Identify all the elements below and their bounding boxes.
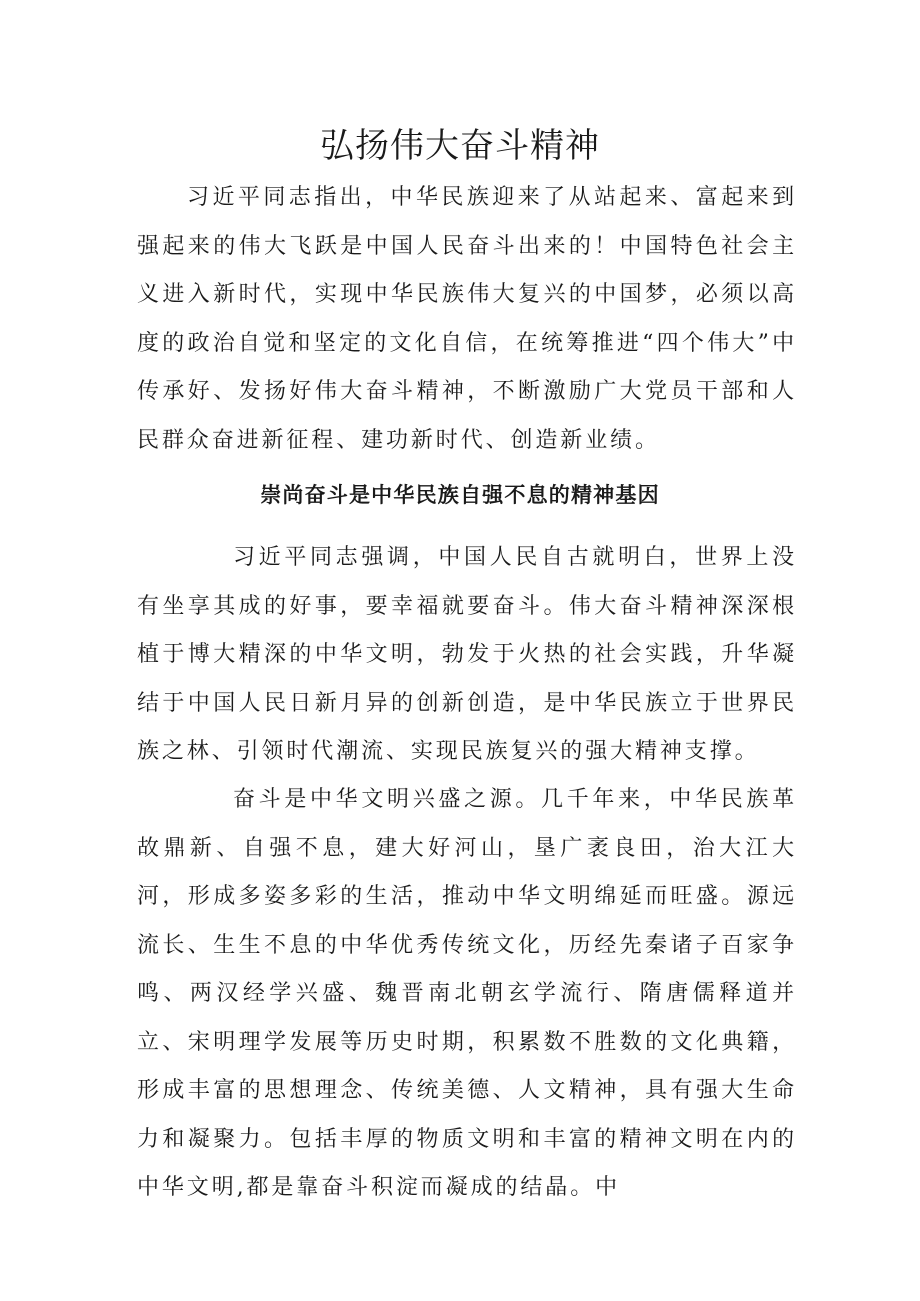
paragraph-section-1: 习近平同志强调，中国人民自古就明白，世界上没有坐享其成的好事，要幸福就要奋斗。伟大奋斗精神深深根植于博大精深的中华文明，勃发于火热的社会实践，升华凝结于中国人民日新月异的创新创造，是中华民族立于世界民族之林、引领时代潮流、实现民族复兴的强大精神支撑。 [137,545,797,764]
paragraph-section-2: 奋斗是中华文明兴盛之源。几千年来，中华民族革故鼎新、自强不息，建大好河山，垦广袤良田，治大江大河，形成多姿多彩的生活，推动中华文明绵延而旺盛。源远流长、生生不息的中华优秀传统文化，历经先秦诸子百家争鸣、两汉经学兴盛、魏晋南北朝玄学流行、隋唐儒释道并立、宋明理学发展等历史时期，积累数不胜数的文化典籍，形成丰富的思想理念、传统美德、人文精神，具有强大生命力和凝聚力。包括丰厚的物质文明和丰富的精神文明在内的中华文明,都是靠奋斗积淀而凝成的结晶。中 [137,787,797,1200]
document-title: 弘扬伟大奋斗精神 [320,126,600,166]
section-heading: 崇尚奋斗是中华民族自强不息的精神基因 [260,483,660,507]
paragraph-intro: 习近平同志指出，中华民族迎来了从站起来、富起来到强起来的伟大飞跃是中国人民奋斗出来的！中国特色社会主义进入新时代，实现中华民族伟大复兴的中国梦，必须以高度的政治自觉和坚定的文化自信，在统筹推进“四个伟大”中传承好、发扬好伟大奋斗精神，不断激励广大党员干部和人民群众奋进新征程、建功新时代、创造新业绩。 [137,185,797,453]
